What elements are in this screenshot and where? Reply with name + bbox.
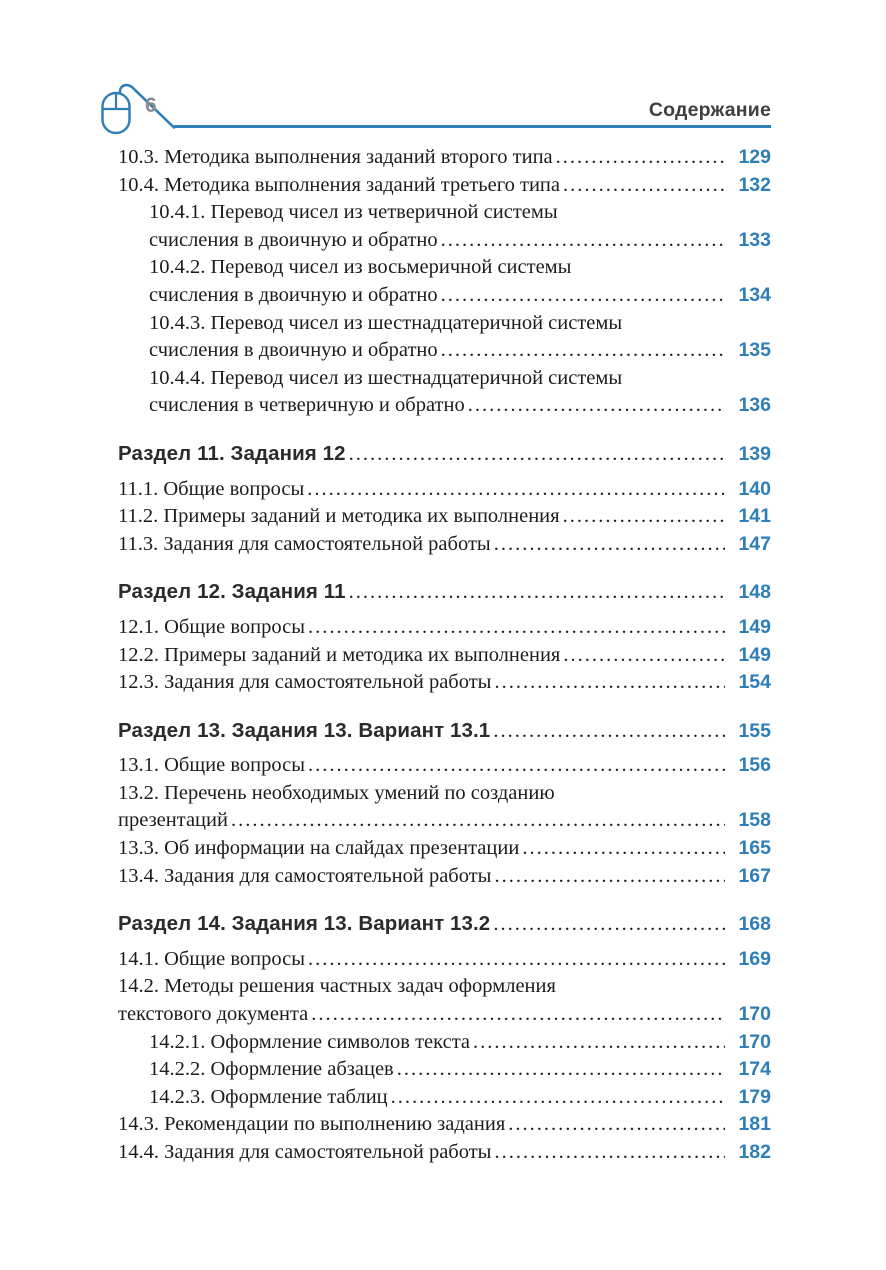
dot-leader (494, 669, 725, 697)
toc-entry-row (118, 669, 771, 697)
toc-section-row (118, 717, 771, 746)
toc-entry-row (118, 310, 771, 338)
toc-entry-row (118, 946, 771, 974)
toc-page-number[interactable]: 148 (738, 581, 771, 604)
toc-entry-title: 14.2.1. Оформление символов текста (149, 1030, 471, 1053)
toc-entry-row (118, 1111, 771, 1139)
toc-entry-row (118, 144, 771, 172)
toc-page-number[interactable]: 139 (738, 442, 771, 465)
toc-section-row (118, 910, 771, 939)
toc-entry-title: 12.1. Общие вопросы (118, 615, 305, 638)
dot-leader (349, 579, 725, 607)
dot-leader (231, 807, 725, 835)
dot-leader (563, 172, 725, 200)
toc-entry-title: презентаций (118, 809, 228, 832)
toc-entry-row (118, 254, 771, 282)
toc-entry-row (118, 392, 771, 420)
dot-leader (307, 476, 725, 504)
toc-entry-row (118, 1029, 771, 1057)
toc-entry-row (118, 531, 771, 559)
toc-page-number[interactable]: 141 (738, 505, 771, 528)
toc-entry-title: 10.4. Методика выполнения заданий третьего типа (118, 173, 561, 196)
dot-leader (397, 1056, 725, 1084)
toc-page-number[interactable]: 129 (738, 146, 771, 168)
toc-page-number[interactable]: 155 (738, 719, 771, 742)
dot-leader (494, 1139, 725, 1167)
toc-entry-row (118, 752, 771, 780)
dot-leader (349, 441, 725, 469)
toc-page-number[interactable]: 135 (738, 339, 771, 362)
toc-entry-title: 12.2. Примеры заданий и методика их выполнения (118, 643, 561, 666)
toc-entry-row (118, 973, 771, 1001)
toc-entry-row (118, 1139, 771, 1167)
toc-entry-title: 12.3. Задания для самостоятельной работы (118, 671, 492, 694)
toc-page-number[interactable]: 149 (738, 615, 771, 638)
toc-entry-title: счисления в двоичную и обратно (149, 339, 438, 362)
toc-entry-title: счисления в четверичную и обратно (149, 394, 465, 417)
dot-leader (468, 392, 725, 420)
toc-entry-title: 14.2. Методы решения частных задач оформления (118, 975, 556, 998)
computer-mouse-icon (98, 83, 178, 135)
toc-entry-title: текстового документа (118, 1003, 309, 1026)
toc-entry-row (118, 642, 771, 670)
toc-page-number[interactable]: 167 (738, 864, 771, 887)
toc-page-number[interactable]: 179 (738, 1085, 771, 1108)
dot-leader (556, 144, 725, 172)
toc-entry-title: 10.4.2. Перевод чисел из восьмеричной системы (149, 256, 572, 279)
toc-entry-title: 14.2.2. Оформление абзацев (149, 1058, 394, 1081)
toc-entry-title: 10.4.3. Перевод чисел из шестнадцатеричной системы (149, 311, 623, 334)
toc-page-number[interactable]: 133 (738, 228, 771, 251)
toc-entry-row (118, 199, 771, 227)
dot-leader (493, 718, 725, 746)
toc-entry-row (118, 365, 771, 393)
toc-section-row (118, 440, 771, 469)
toc-entry-title: 13.3. Об информации на слайдах презентации (118, 837, 520, 860)
toc-entry-title: 14.4. Задания для самостоятельной работы (118, 1141, 492, 1163)
dot-leader (308, 614, 725, 642)
toc-entry-row (118, 1056, 771, 1084)
toc-page-number[interactable]: 169 (738, 947, 771, 970)
toc-entry-row (118, 780, 771, 808)
dot-leader (494, 863, 725, 891)
dot-leader (441, 337, 725, 365)
toc-entry-title: 11.3. Задания для самостоятельной работы (118, 532, 491, 555)
page-header (98, 83, 771, 128)
toc-entry-title: 14.1. Общие вопросы (118, 947, 305, 970)
toc-page-number[interactable]: 168 (738, 913, 771, 936)
dot-leader (473, 1029, 725, 1057)
toc-entry-row (118, 1084, 771, 1112)
header-rule (174, 125, 771, 129)
dot-leader (508, 1111, 725, 1139)
toc-entry-row (118, 337, 771, 365)
toc-section-row (118, 578, 771, 607)
toc-page-number[interactable]: 158 (738, 809, 771, 832)
toc-section-title: Раздел 14. Задания 13. Вариант 13.2 (118, 912, 491, 936)
toc-page-number[interactable]: 140 (738, 477, 771, 500)
toc-page-number[interactable]: 132 (738, 173, 771, 196)
toc-entry-title: 11.1. Общие вопросы (118, 477, 305, 500)
toc-page-number[interactable]: 134 (738, 283, 771, 306)
dot-leader (494, 531, 725, 559)
toc-entry-title: 10.4.1. Перевод чисел из четверичной системы (149, 201, 558, 224)
toc-entry-title: 13.1. Общие вопросы (118, 754, 305, 777)
toc-page-number[interactable]: 165 (738, 837, 771, 860)
toc-entry-title: счисления в двоичную и обратно (149, 283, 438, 306)
toc-entry-row (118, 614, 771, 642)
running-title: Содержание (648, 99, 771, 121)
toc-page-number[interactable]: 181 (738, 1113, 771, 1136)
page-number: 6 (145, 94, 157, 117)
toc-entry-title: 10.4.4. Перевод чисел из шестнадцатеричной системы (149, 366, 623, 389)
toc-entry-row (118, 807, 771, 835)
toc-section-title: Раздел 13. Задания 13. Вариант 13.1 (118, 718, 491, 742)
toc-entry-title: 13.2. Перечень необходимых умений по созданию (118, 781, 555, 804)
dot-leader (308, 752, 725, 780)
toc-page-number[interactable]: 136 (738, 394, 771, 417)
dot-leader (391, 1084, 725, 1112)
toc-entry-row (118, 476, 771, 504)
toc-section-title: Раздел 12. Задания 11 (118, 580, 346, 604)
toc-entry-row (118, 835, 771, 863)
dot-leader (563, 503, 725, 531)
dot-leader (493, 911, 725, 939)
dot-leader (441, 227, 725, 255)
toc-entry-row (118, 172, 771, 200)
toc-entry-title: 13.4. Задания для самостоятельной работы (118, 864, 492, 887)
toc-entry-title: счисления в двоичную и обратно (149, 228, 438, 251)
dot-leader (522, 835, 725, 863)
toc-entry-title: 10.3. Методика выполнения заданий второго типа (118, 146, 553, 168)
toc-entry-row (118, 227, 771, 255)
toc-entry-title: 14.2.3. Оформление таблиц (149, 1085, 388, 1108)
toc-page-number[interactable]: 154 (738, 671, 771, 694)
dot-leader (563, 642, 725, 670)
toc-entry-title: 14.3. Рекомендации по выполнению задания (118, 1113, 506, 1136)
dot-leader (308, 946, 725, 974)
toc-page-number[interactable]: 156 (738, 754, 771, 777)
dot-leader (441, 282, 725, 310)
dot-leader (311, 1001, 725, 1029)
toc-entry-title: 11.2. Примеры заданий и методика их выполнения (118, 505, 560, 528)
toc-page-number[interactable]: 182 (738, 1141, 771, 1163)
toc-page-number[interactable]: 147 (738, 532, 771, 555)
toc-list (118, 144, 771, 1167)
toc-entry-row (118, 1001, 771, 1029)
toc-page-number[interactable]: 149 (738, 643, 771, 666)
toc-entry-row (118, 282, 771, 310)
toc-entry-row (118, 503, 771, 531)
toc-entry-row (118, 863, 771, 891)
toc-page-number[interactable]: 174 (738, 1058, 771, 1081)
toc-page-number[interactable]: 170 (738, 1030, 771, 1053)
toc-section-title: Раздел 11. Задания 12 (118, 441, 346, 465)
toc-page-number[interactable]: 170 (738, 1003, 771, 1026)
